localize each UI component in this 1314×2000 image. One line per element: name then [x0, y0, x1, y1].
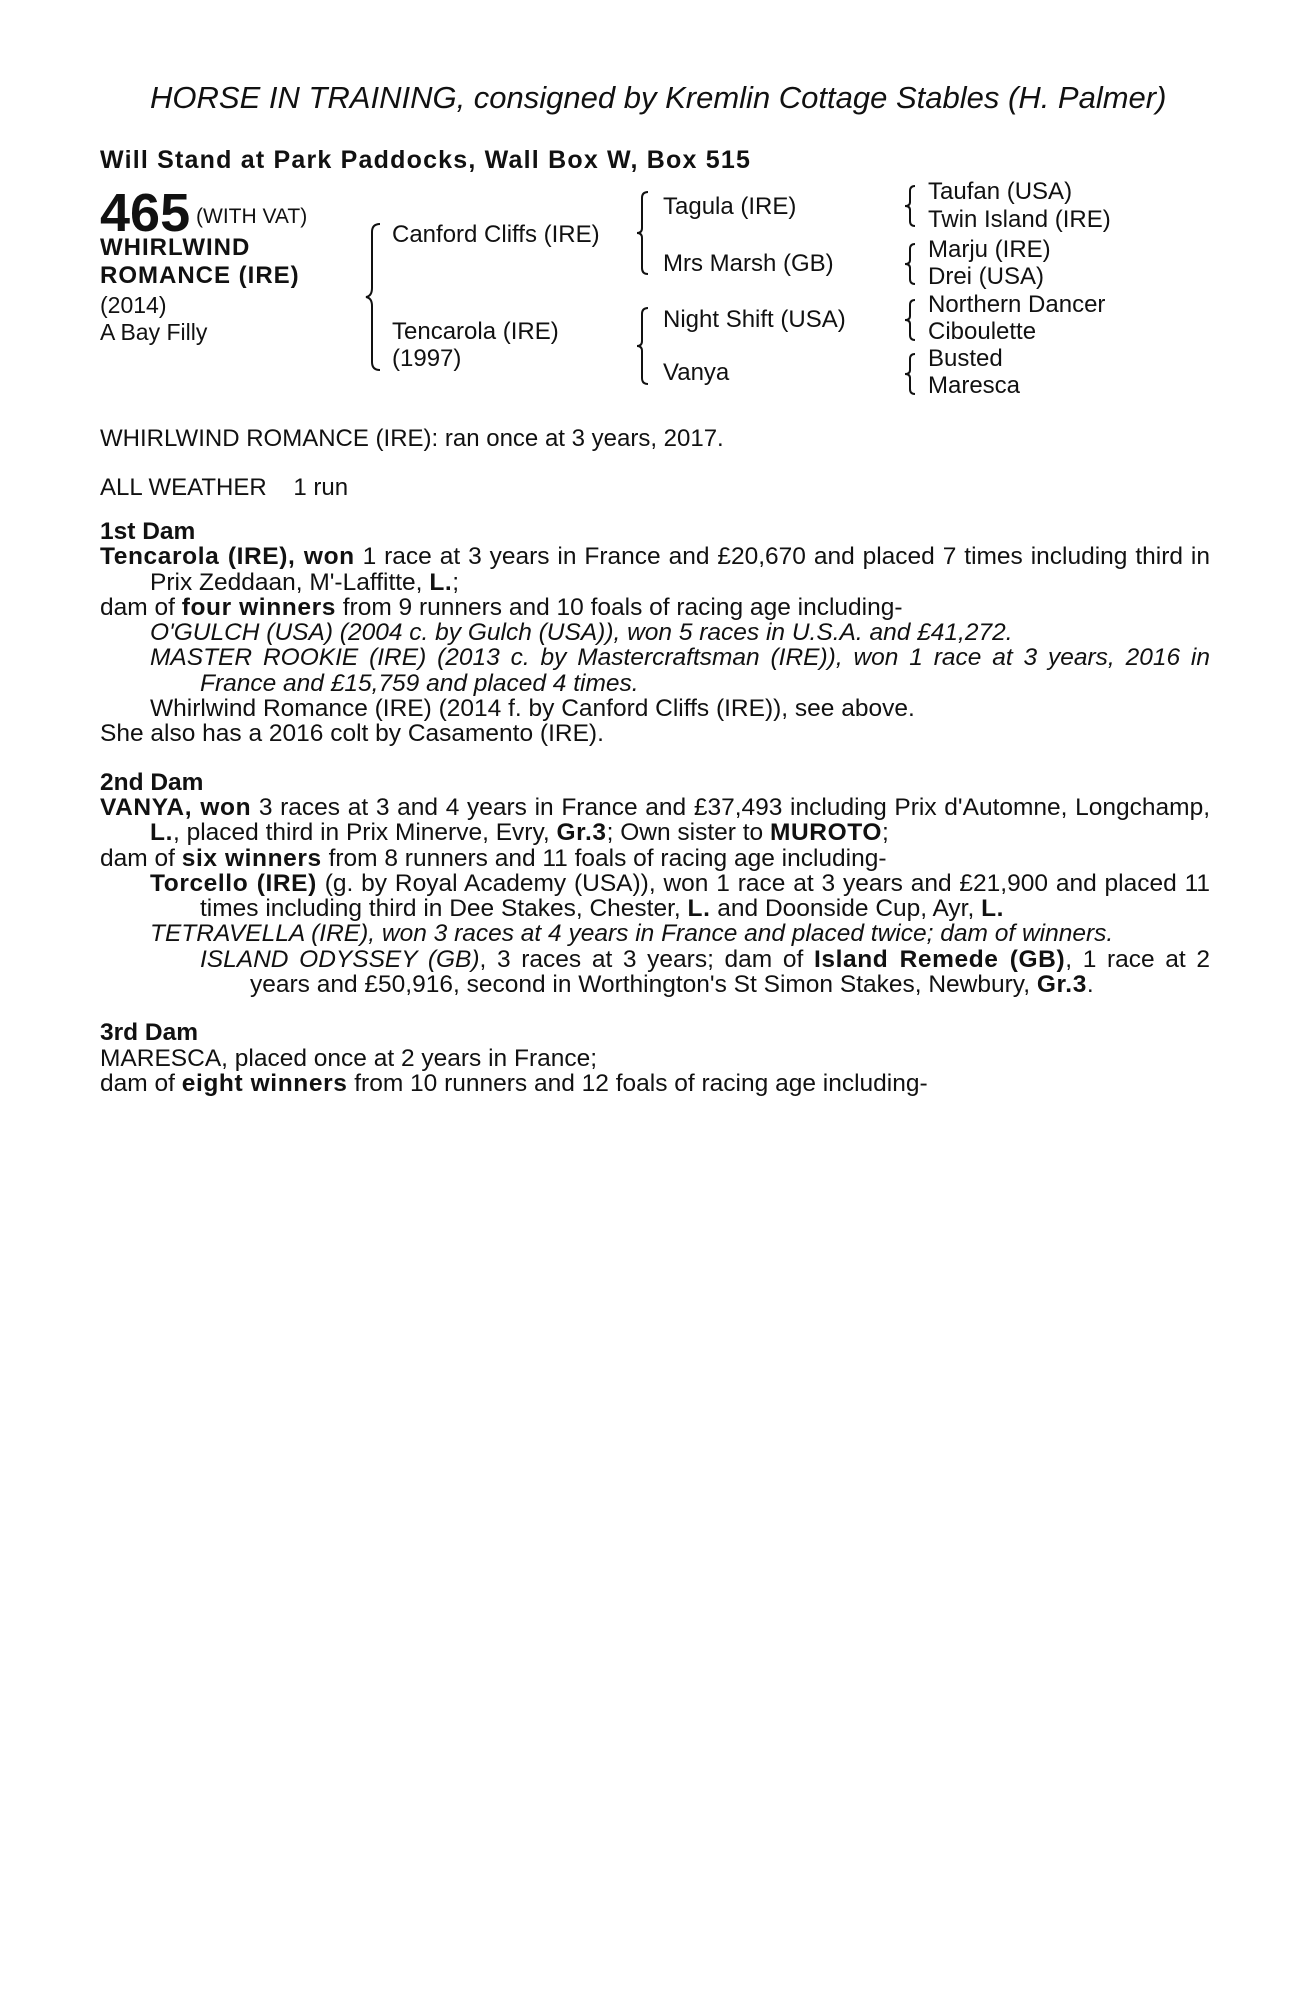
winners-count: eight winners — [181, 1069, 348, 1097]
runners-text: from 8 runners and 11 foals of racing age including- — [321, 844, 887, 872]
pedigree-dam-dam: Vanya — [663, 359, 730, 386]
runners-text: from 10 runners and 12 foals of racing age including- — [347, 1069, 928, 1097]
race-summary: WHIRLWIND ROMANCE (IRE): ran once at 3 years, 2017. — [100, 425, 724, 452]
torcello-name: Torcello (IRE) — [150, 869, 317, 897]
pedigree-g3: Marju (IRE) — [928, 236, 1051, 263]
text: , 3 races at 3 years; dam of — [479, 945, 814, 973]
first-dam-record — [100, 544, 1210, 595]
pedigree-g8: Maresca — [928, 372, 1021, 399]
offspring-tetravella: TETRAVELLA (IRE), won 3 races at 4 years in France and placed twice; dam of winners. — [150, 920, 1114, 948]
offspring-master-rookie: MASTER ROOKIE (IRE) (2013 c. by Mastercraftsman (IRE)), won 1 race at 3 years, 2016 in France and £15,759 and placed 4 times. — [150, 644, 1210, 697]
horse-name-line2: ROMANCE (IRE) — [100, 262, 300, 289]
first-dam-text2: third in Prix Zeddaan, M'-Laffitte, — [150, 543, 1210, 596]
horse-year: (2014) — [100, 292, 167, 318]
all-weather-record — [100, 474, 348, 502]
pedigree-g1: Taufan (USA) — [928, 178, 1073, 205]
second-dam-name: VANYA, won — [100, 793, 252, 821]
horse-name-line1: WHIRLWIND — [100, 234, 251, 261]
pedigree-g2: Twin Island (IRE) — [928, 206, 1111, 233]
first-dam-end: ; — [452, 568, 460, 596]
island-remede-name: Island Remede (GB) — [813, 945, 1066, 973]
offspring-island-odyssey — [100, 947, 1210, 998]
pedigree-g6: Ciboulette — [928, 318, 1037, 345]
pedigree-sire: Canford Cliffs (IRE) — [392, 221, 600, 248]
offspring-ogulch: O'GULCH (USA) (2004 c. by Gulch (USA)), won 5 races in U.S.A. and £41,272. — [150, 619, 1013, 647]
second-dam-record — [100, 795, 1210, 846]
winners-count: six winners — [181, 844, 322, 872]
third-dam-heading: 3rd Dam — [100, 1019, 199, 1047]
offspring-whirlwind: Whirlwind Romance (IRE) (2014 f. by Canford Cliffs (IRE)), see above. — [150, 695, 915, 723]
grade: Gr.3 — [556, 819, 607, 847]
dam-of-label: dam of — [100, 844, 182, 872]
pedigree-sire-dam: Mrs Marsh (GB) — [663, 250, 834, 277]
horse-name — [100, 234, 300, 290]
sibling-name: MUROTO — [769, 819, 883, 847]
pedigree-dam-year: (1997) — [392, 345, 462, 372]
listed: L. — [981, 895, 1005, 923]
family-details — [100, 519, 1210, 1096]
pedigree-bracket-dam — [636, 306, 652, 386]
torcello-text: (g. by Royal Academy (USA)), won 1 race at 3 years and £21,900 and placed 11 times including third in Dee Stakes, Chester, — [200, 869, 1211, 923]
pedigree-g5: Northern Dancer — [928, 291, 1106, 318]
pedigree-sire-sire: Tagula (IRE) — [663, 193, 797, 220]
second-dam-text2: , placed third in Prix Minerve, Evry, — [172, 819, 557, 847]
catalogue-header: HORSE IN TRAINING, consigned by Kremlin Cottage Stables (H. Palmer) — [150, 80, 1167, 115]
winners-count: four winners — [181, 593, 336, 621]
all-weather-value: 1 run — [293, 474, 349, 501]
first-dam-heading: 1st Dam — [100, 518, 196, 545]
lot-number: 465 — [100, 183, 191, 243]
pedigree-bracket-g4 — [904, 352, 918, 396]
pedigree-bracket-main — [366, 222, 386, 372]
pedigree-bracket-g2 — [904, 242, 918, 286]
offspring-2016-colt: She also has a 2016 colt by Casamento (IRE). — [100, 720, 604, 748]
first-dam-text: 1 race at 3 years in France and £20,670 and placed 7 times including — [354, 543, 1128, 571]
vat-note: (WITH VAT) — [196, 205, 308, 228]
stand-location: Will Stand at Park Paddocks, Wall Box W, Box 515 — [100, 146, 752, 174]
second-dam-heading: 2nd Dam — [100, 768, 204, 796]
pedigree-dam-sire: Night Shift (USA) — [663, 306, 846, 333]
punct: ; — [882, 819, 889, 847]
pedigree-dam: Tencarola (IRE) — [392, 318, 559, 345]
pedigree-bracket-sire — [636, 190, 652, 276]
offspring-torcello — [100, 871, 1210, 922]
listed: L. — [150, 819, 173, 847]
all-weather-label: ALL WEATHER — [100, 474, 267, 501]
pedigree-g4: Drei (USA) — [928, 263, 1045, 290]
listed: L. — [687, 895, 711, 923]
second-dam-text3: ; Own sister to — [606, 819, 770, 847]
pedigree-g7: Busted — [928, 345, 1003, 372]
dam-of-label: dam of — [100, 593, 182, 621]
second-dam-produce — [100, 846, 1210, 871]
first-dam-produce — [100, 595, 1210, 620]
runners-text: from 9 runners and 10 foals of racing age including- — [335, 593, 903, 621]
third-dam-produce — [100, 1071, 1210, 1096]
first-dam-name: Tencarola (IRE), won — [100, 543, 355, 571]
text: , 1 race at 2 years and £50,916, second in Worthington's St Simon Stakes, Newbury, — [250, 945, 1210, 999]
second-dam-text: 3 races at 3 and 4 years in France and £37,493 including Prix d'Automne, Longchamp, — [251, 793, 1210, 821]
grade: Gr.3 — [1036, 971, 1087, 999]
pedigree-bracket-g3 — [904, 298, 918, 342]
dam-of-label: dam of — [100, 1069, 182, 1097]
pedigree-bracket-g1 — [904, 184, 918, 228]
torcello-text2: and Doonside Cup, Ayr, — [710, 895, 982, 923]
punct: . — [1086, 971, 1094, 999]
island-odyssey-name: ISLAND ODYSSEY (GB) — [200, 945, 480, 973]
first-dam-listed: L. — [429, 568, 453, 596]
horse-description: A Bay Filly — [100, 319, 208, 345]
third-dam-record: MARESCA, placed once at 2 years in France; — [100, 1044, 598, 1072]
horse-details — [100, 292, 207, 346]
